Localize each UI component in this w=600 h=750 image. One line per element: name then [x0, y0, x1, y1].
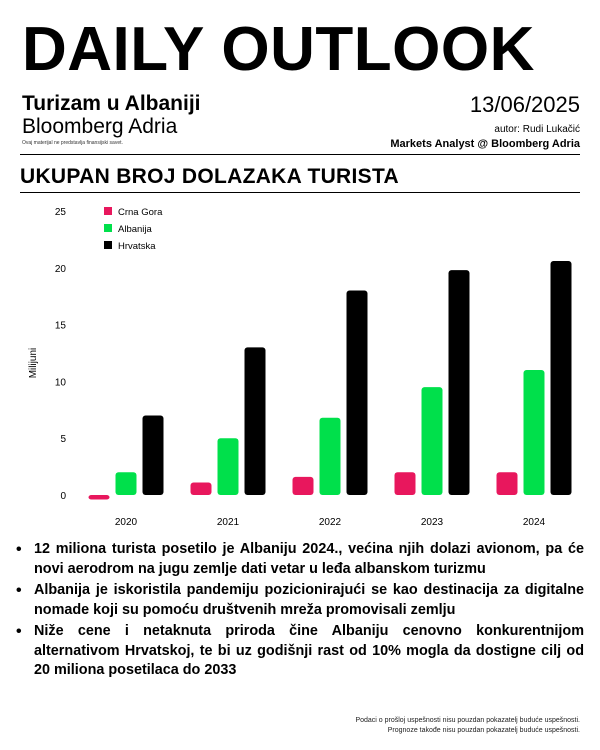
x-tick-label: 2020: [114, 517, 138, 528]
chart-title: UKUPAN BROJ DOLAZAKA TURISTA: [20, 165, 399, 188]
x-tick-label: 2021: [216, 517, 240, 528]
key-point: • Albanija je iskoristila pandemiju pozicionirajući se kao destinacija za digitalne nomade koji su pomoću društvenih mreža promovisali zemlju: [14, 581, 584, 620]
footnote-line: Podaci o prošloj uspešnosti nisu pouzdan pokazatelj buduće uspešnosti.: [355, 717, 580, 724]
bar-hrvatska-2024: [551, 261, 572, 495]
y-tick-label: 20: [54, 263, 66, 275]
bar-crna-gora-2020: [89, 495, 110, 500]
bar-hrvatska-2021: [245, 347, 266, 495]
legend-label: Albanija: [118, 224, 152, 235]
x-tick-label: 2024: [522, 517, 546, 528]
bar-hrvatska-2023: [449, 270, 470, 495]
key-point: • Niže cene i netaknuta priroda čine Albaniju cenovno konkurentnijom alternativom Hrvatskoj, te bi uz godišnji rast od 10% mogla da dostigne cilj od 20 miliona posetilaca do 2033: [14, 622, 584, 681]
bar-crna-gora-2023: [395, 472, 416, 495]
brand-name: Bloomberg Adria: [22, 115, 178, 138]
legend-swatch: [104, 207, 112, 215]
x-tick-label: 2022: [318, 517, 342, 528]
y-tick-label: 15: [54, 320, 66, 332]
report-topic: Turizam u Albaniji: [22, 92, 201, 115]
bar-albanija-2023: [422, 387, 443, 495]
chart-title-divider: [20, 192, 580, 193]
key-point: • 12 miliona turista posetilo je Albaniju 2024., većina njih dolazi avionom, pa će novi aerodrom na jugu zemlje dati vetar u leđa albanskom turizmu: [14, 540, 584, 579]
legend-label: Hrvatska: [118, 241, 156, 252]
bar-crna-gora-2022: [293, 477, 314, 495]
y-tick-label: 25: [54, 207, 66, 218]
bar-hrvatska-2022: [347, 291, 368, 495]
author-role: Markets Analyst @ Bloomberg Adria: [390, 138, 580, 150]
header-divider: [20, 154, 580, 155]
y-tick-label: 5: [60, 434, 66, 446]
small-disclaimer: Ovaj materijal ne predstavlja finansijski savet.: [22, 140, 123, 146]
footnote-line: Prognoze takođe nisu pouzdan pokazatelj buduće uspešnosti.: [387, 727, 580, 734]
x-tick-label: 2023: [420, 517, 444, 528]
bar-hrvatska-2020: [143, 415, 164, 495]
bar-crna-gora-2021: [191, 483, 212, 495]
author-name: autor: Rudi Lukačić: [494, 124, 580, 135]
bar-albanija-2020: [116, 472, 137, 495]
legend-label: Crna Gora: [118, 207, 163, 218]
y-tick-label: 0: [60, 491, 66, 502]
report-date: 13/06/2025: [469, 92, 580, 117]
legend-swatch: [104, 241, 112, 249]
bar-albanija-2021: [218, 438, 239, 495]
y-tick-label: 10: [54, 377, 66, 389]
page-title: DAILY OUTLOOK: [22, 15, 535, 84]
bar-albanija-2024: [524, 370, 545, 495]
bar-chart: [0, 195, 600, 530]
legend-swatch: [104, 224, 112, 232]
y-axis-label: Milijuni: [28, 347, 39, 379]
bar-albanija-2022: [320, 418, 341, 495]
footnote: [355, 716, 580, 736]
key-points-list: [14, 540, 584, 683]
bar-crna-gora-2024: [497, 472, 518, 495]
